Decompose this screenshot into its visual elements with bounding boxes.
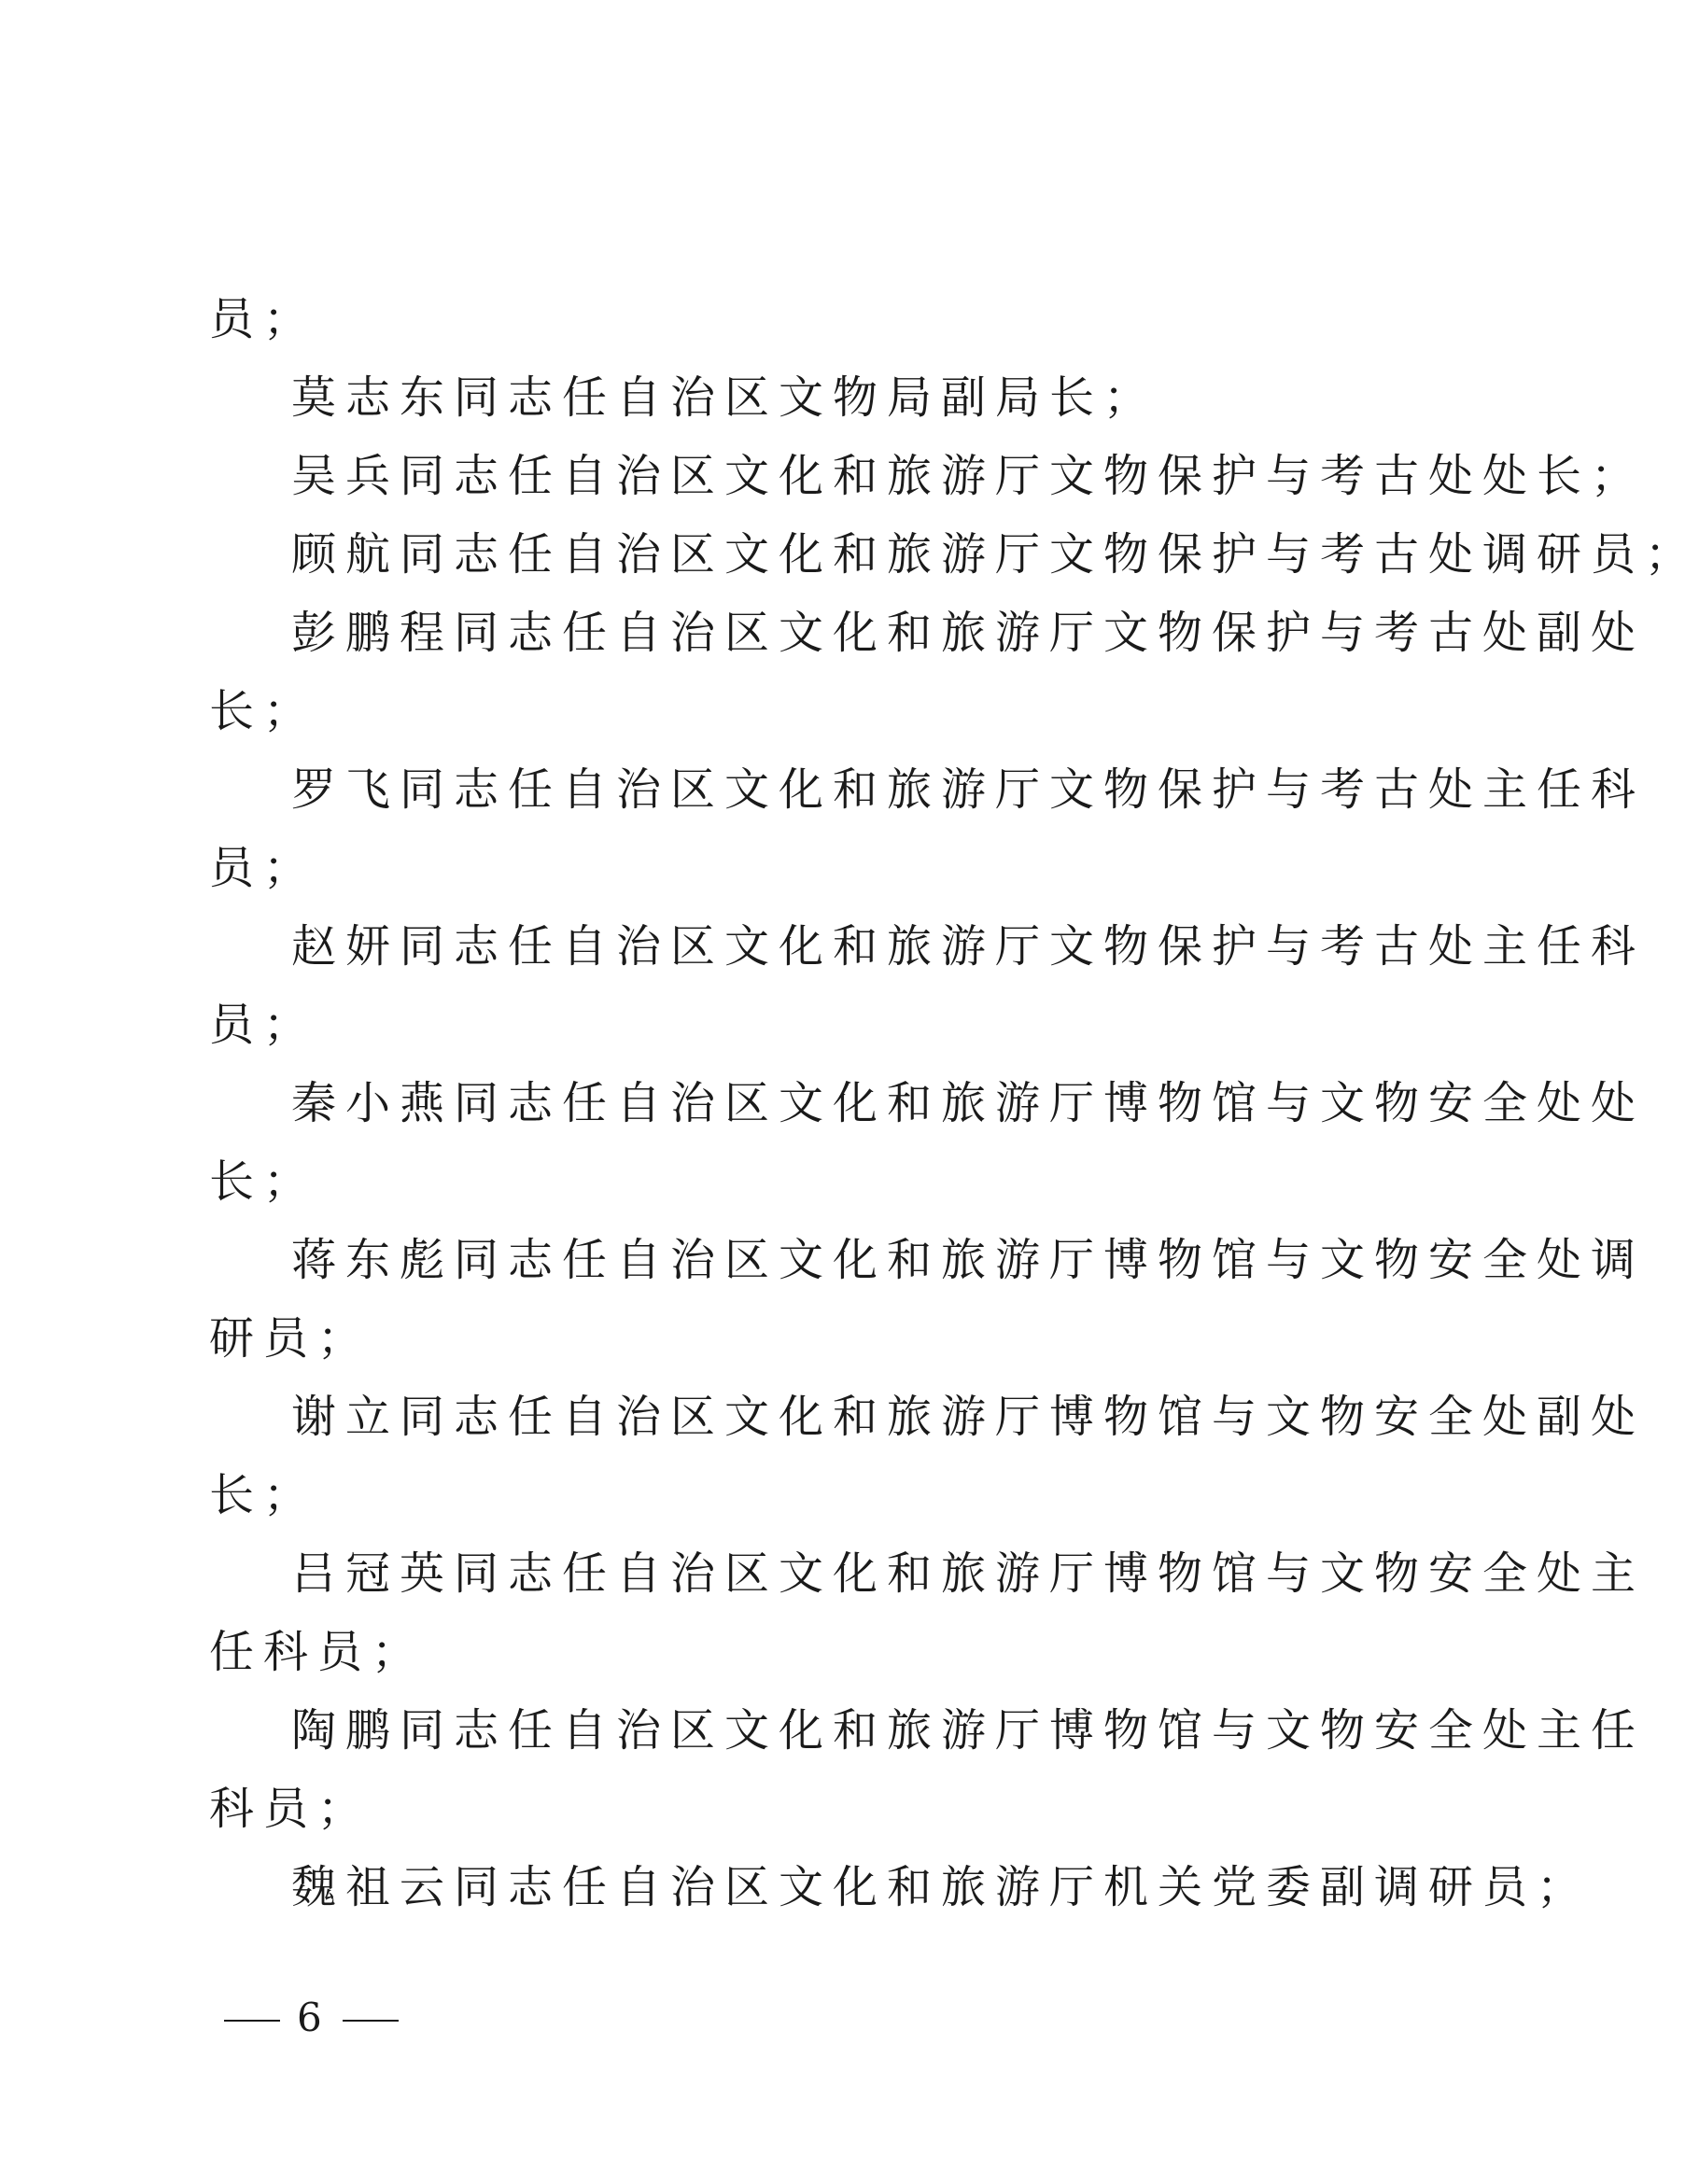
text-line: 员； <box>209 999 318 1051</box>
page-number-value: 6 <box>297 1995 326 2040</box>
text-line: 长； <box>209 685 318 737</box>
text-line: 蒋东彪同志任自治区文化和旅游厅博物馆与文物安全处调 <box>291 1234 1646 1286</box>
text-line: 魏祖云同志任自治区文化和旅游厅机关党委副调研员； <box>291 1861 1592 1913</box>
text-line: 研员； <box>209 1312 372 1365</box>
text-line: 赵妍同志任自治区文化和旅游厅文物保护与考古处主任科 <box>291 920 1646 973</box>
text-line: 任科员； <box>209 1626 427 1678</box>
text-line: 陶鹏同志任自治区文化和旅游厅博物馆与文物安全处主任 <box>291 1704 1646 1757</box>
text-line: 莫志东同志任自治区文物局副局长； <box>291 371 1158 424</box>
text-line: 科员； <box>209 1783 372 1835</box>
page-number-dash-left <box>224 2020 280 2022</box>
text-line: 吕冠英同志任自治区文化和旅游厅博物馆与文物安全处主 <box>291 1547 1646 1600</box>
text-line: 长； <box>209 1155 318 1208</box>
text-line: 员； <box>209 293 318 345</box>
text-line: 罗飞同志任自治区文化和旅游厅文物保护与考古处主任科 <box>291 763 1646 816</box>
page-number-dash-right <box>343 2020 399 2022</box>
text-line: 员； <box>209 842 318 894</box>
text-line: 吴兵同志任自治区文化和旅游厅文物保护与考古处处长； <box>291 450 1646 502</box>
page-number <box>224 1990 399 2046</box>
text-line: 秦小燕同志任自治区文化和旅游厅博物馆与文物安全处处 <box>291 1077 1646 1129</box>
text-line: 彭鹏程同志任自治区文化和旅游厅文物保护与考古处副处 <box>291 607 1646 659</box>
text-line: 长； <box>209 1469 318 1521</box>
text-line: 顾航同志任自治区文化和旅游厅文物保护与考古处调研员； <box>291 528 1699 581</box>
text-line: 谢立同志任自治区文化和旅游厅博物馆与文物安全处副处 <box>291 1391 1646 1443</box>
